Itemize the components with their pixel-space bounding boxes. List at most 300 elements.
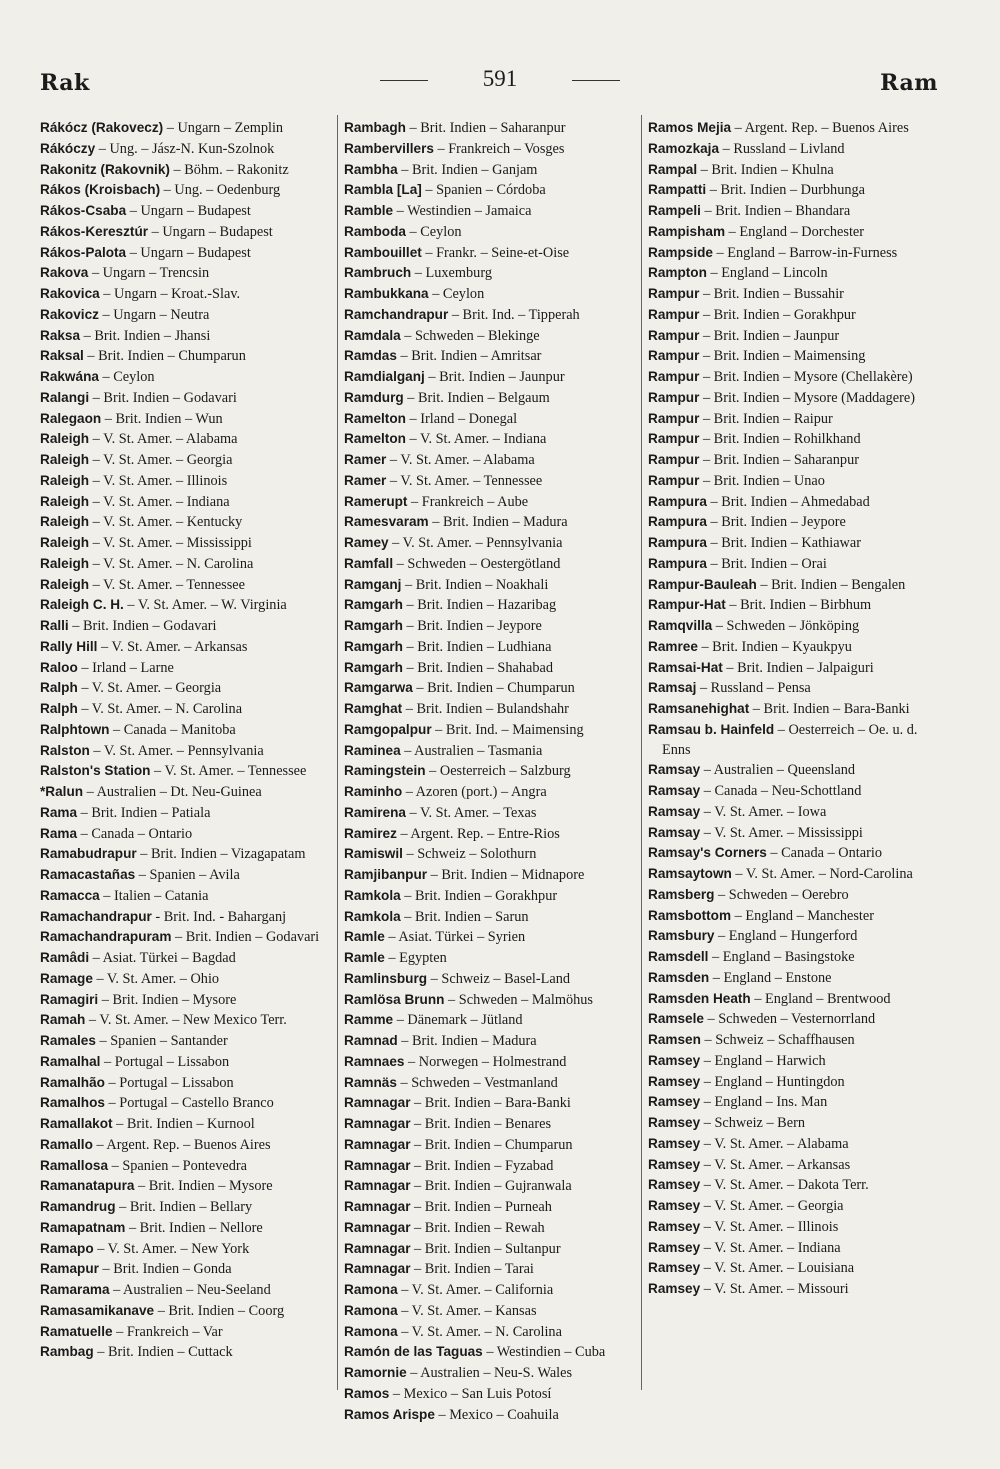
entry-headword: Raleigh (40, 555, 90, 571)
entry-location: – Spanien – Avila (135, 867, 240, 883)
entry-location: – V. St. Amer. – Missouri (700, 1281, 849, 1297)
gazetteer-entry (40, 948, 332, 969)
entry-location: – Schweden – Blekinge (400, 327, 540, 344)
entry-location: – Oesterreich – Salzburg (425, 763, 571, 780)
entry-location: – V. St. Amer. – Kansas (397, 1302, 537, 1319)
entry-headword: Ramsden Heath (648, 990, 751, 1006)
entry-headword: Ramghat (344, 701, 403, 716)
gazetteer-entry (40, 1280, 332, 1301)
gazetteer-entry (344, 1259, 636, 1280)
entry-location: – Brit. Indien – Ganjam (397, 161, 538, 178)
entry-headword: Raminho (344, 784, 403, 799)
gazetteer-entry (40, 471, 332, 492)
entry-headword: Ramapatnam (40, 1219, 126, 1235)
gazetteer-entry (40, 284, 332, 305)
gazetteer-entry (344, 637, 636, 658)
entry-headword: Ramâdi (40, 950, 90, 965)
entry-headword: Ramsele (648, 1011, 704, 1027)
entry-location: – Brit. Indien – Mysore (Chellakère) (699, 369, 913, 385)
entry-location: – Brit. Indien – Chumparun (412, 680, 575, 697)
entry-location: – V. St. Amer. – Georgia (89, 452, 233, 468)
entry-location: – Schweiz – Basel-Land (427, 970, 571, 987)
entry-location: – Russland – Livland (719, 140, 845, 157)
page-number: 591 (400, 66, 600, 92)
running-head-right: Ram (880, 70, 938, 96)
gazetteer-entry (344, 118, 636, 139)
entry-headword: Raleigh (40, 472, 90, 488)
entry-location: – Brit. Indien – Shahabad (402, 659, 554, 676)
entry-headword: Ramsaj (648, 680, 697, 696)
entry-location: – England – Manchester (731, 907, 875, 924)
entry-location: – V. St. Amer. – Georgia (77, 680, 222, 697)
gazetteer-entry (648, 1258, 940, 1279)
entry-location: – V. St. Amer. – W. Virginia (123, 597, 287, 614)
gazetteer-entry (648, 263, 940, 284)
entry-headword: Ramer (344, 452, 387, 467)
entry-headword: Rákos (Kroisbach) (40, 182, 161, 198)
gazetteer-entry (648, 595, 940, 616)
entry-location: – Brit. Indien – Madura (397, 1033, 537, 1049)
gazetteer-entry (344, 450, 636, 471)
gazetteer-entry (40, 761, 332, 782)
gazetteer-entry (40, 388, 332, 409)
entry-location: – Ungarn – Budapest (126, 203, 251, 219)
entry-headword: Ramdas (344, 348, 397, 364)
gazetteer-entry (40, 1135, 332, 1156)
gazetteer-entry (648, 1030, 940, 1051)
entry-headword: Rama (40, 825, 78, 841)
entry-headword: Ramsey (648, 1094, 701, 1110)
entry-location: – V. St. Amer. – Texas (405, 804, 537, 821)
entry-headword: Ramos Mejia (648, 120, 732, 135)
gazetteer-entry (648, 885, 940, 906)
gazetteer-entry (648, 926, 940, 947)
gazetteer-entry (344, 201, 636, 222)
entry-location: – England – Lincoln (706, 265, 828, 282)
gazetteer-entry (648, 1051, 940, 1072)
entry-headword: Ramnagar (344, 1116, 411, 1131)
gazetteer-entry (344, 865, 636, 886)
gazetteer-entry (344, 139, 636, 160)
entry-location: – Portugal – Lissabon (100, 1053, 230, 1070)
entry-location: – Brit. Indien – Bellary (115, 1199, 253, 1215)
gazetteer-entry (40, 409, 332, 430)
entry-location: – Brit. Indien – Kathiawar (706, 535, 861, 551)
gazetteer-entry (344, 554, 636, 575)
entry-location: – Brit. Indien – Saharanpur (699, 452, 859, 468)
entry-headword: Ramree (648, 638, 698, 654)
gazetteer-entry (344, 1384, 636, 1405)
entry-location: – Brit. Indien – Chumparun (83, 348, 246, 365)
entry-headword: Rampur (648, 410, 700, 426)
entry-location: – Brit. Indien – Wun (101, 410, 223, 427)
entry-location: – England – Hungerford (714, 928, 858, 945)
gazetteer-entry (40, 139, 332, 160)
gazetteer-entry (40, 907, 332, 928)
entry-headword: Raleigh (40, 535, 90, 550)
entry-headword: Ramfall (344, 555, 394, 571)
gazetteer-entry (344, 990, 636, 1011)
entry-headword: Ramsbottom (648, 907, 732, 923)
gazetteer-entry (40, 927, 332, 948)
gazetteer-entry (40, 1259, 332, 1280)
entry-headword: Ramnagar (344, 1136, 411, 1152)
entry-location: – Australien – Dt. Neu-Guinea (83, 784, 262, 800)
gazetteer-entry (648, 947, 940, 968)
gazetteer-entry (40, 1342, 332, 1363)
entry-location: – Brit. Indien – Ludhiana (402, 638, 552, 655)
gazetteer-entry (40, 429, 332, 450)
entry-location: – England – Brentwood (750, 990, 891, 1007)
entry-location: – Frankreich – Vosges (433, 140, 565, 157)
entry-location: – V. St. Amer. – Mississippi (700, 824, 863, 841)
gazetteer-entry (40, 720, 332, 741)
entry-location: – Brit. Indien – Mysore (134, 1178, 273, 1195)
gazetteer-entry (344, 1239, 636, 1260)
entry-location: – Brit. Indien – Midnapore (427, 867, 585, 883)
entry-headword: Ramallo (40, 1136, 93, 1152)
entry-headword: Ramsaytown (648, 866, 732, 881)
entry-location: – Frankreich – Var (112, 1323, 223, 1340)
entry-headword: Rampeli (648, 203, 701, 218)
gazetteer-entry (648, 1279, 940, 1300)
gazetteer-entry (344, 533, 636, 554)
entry-headword: Ramlösa Brunn (344, 991, 445, 1007)
entry-location: – V. St. Amer. – Pennsylvania (388, 535, 563, 551)
gazetteer-entry (648, 367, 940, 388)
entry-headword: Ramer (344, 472, 387, 488)
gazetteer-entry (40, 1301, 332, 1322)
entry-location: – Brit. Indien – Gonda (98, 1261, 232, 1278)
gazetteer-entry (648, 1092, 940, 1113)
gazetteer-entry (648, 843, 940, 864)
entry-headword: Ramozkaja (648, 140, 720, 156)
gazetteer-entry (40, 1156, 332, 1177)
entry-headword: Rampur (648, 389, 700, 405)
entry-headword: Ramkola (344, 887, 401, 903)
entry-location: – V. St. Amer. – N. Carolina (89, 555, 254, 572)
gazetteer-entry (40, 637, 332, 658)
gazetteer-entry (648, 284, 940, 305)
entry-location: – Ungarn – Budapest (148, 223, 273, 240)
entry-location: – Azoren (port.) – Angra (402, 784, 547, 800)
entry-location: – Brit. Indien – Ahmedabad (706, 493, 870, 510)
entry-headword: Ramsbury (648, 928, 715, 944)
entry-headword: Ramnäs (344, 1074, 397, 1090)
gazetteer-entry (344, 409, 636, 430)
gazetteer-entry (40, 595, 332, 616)
entry-headword: Ramsey (648, 1135, 701, 1151)
gazetteer-entry (648, 243, 940, 264)
gazetteer-entry (40, 243, 332, 264)
gazetteer-entry (344, 1342, 636, 1363)
entry-location: – Ungarn – Trencsin (88, 265, 210, 282)
entry-headword: Rambla [La] (344, 182, 422, 198)
gazetteer-entry (648, 1009, 940, 1030)
entry-headword: Ramacca (40, 887, 100, 903)
entry-location: – Brit. Indien – Patiala (77, 804, 211, 821)
entry-headword: Rambukkana (344, 286, 429, 301)
entry-headword: Rampura (648, 514, 707, 530)
entry-headword: Raminea (344, 742, 401, 758)
entry-location: – Brit. Indien – Khulna (697, 161, 834, 178)
gazetteer-entry (40, 346, 332, 367)
gazetteer-entry (648, 1217, 940, 1238)
gazetteer-entry (40, 844, 332, 865)
entry-headword: Ramnagar (344, 1157, 411, 1173)
entry-headword: Ramagiri (40, 991, 99, 1007)
gazetteer-entry (344, 575, 636, 596)
entry-location: – Ungarn – Kroat.-Slav. (99, 286, 241, 302)
gazetteer-entry (344, 948, 636, 969)
entry-location: – Brit. Indien – Vizagapatam (136, 846, 306, 863)
entry-headword: Ramsay (648, 803, 701, 819)
entry-headword: Rampura (648, 555, 707, 571)
entry-headword: Rampur (648, 452, 700, 467)
entry-location: – Australien – Queensland (700, 762, 856, 779)
column-divider (337, 115, 338, 1390)
entry-headword: Ramjibanpur (344, 867, 428, 882)
entry-location: – Brit. Indien – Godavari (89, 389, 237, 406)
entry-headword: Ramesvaram (344, 514, 429, 530)
entry-location: – Ungarn – Neutra (98, 306, 210, 323)
gazetteer-entry (648, 658, 940, 679)
entry-location: – Australien – Tasmania (400, 742, 543, 759)
entry-headword: Ramnagar (344, 1219, 411, 1235)
entry-headword: Rampura (648, 535, 707, 550)
entry-location: – Asiat. Türkei – Syrien (384, 929, 526, 946)
entry-headword: Ramganj (344, 576, 402, 592)
entry-headword: Ramiswil (344, 846, 403, 862)
entry-location: – V. St. Amer. – Indiana (700, 1239, 841, 1256)
entry-headword: Ramage (40, 970, 93, 986)
gazetteer-entry (648, 1113, 940, 1134)
entry-location: - Brit. Ind. - Baharganj (151, 908, 287, 925)
entry-headword: Ramsberg (648, 886, 715, 902)
entry-location: – Schweden – Malmöhus (444, 991, 593, 1008)
gazetteer-entry (648, 409, 940, 430)
entry-location: – Westindien – Cuba (482, 1344, 606, 1361)
entry-headword: Ramelton (344, 410, 406, 426)
entry-location: – Russland – Pensa (696, 680, 811, 697)
gazetteer-entry (344, 1218, 636, 1239)
entry-headword: Ramsey (648, 1073, 701, 1089)
gazetteer-entry (648, 989, 940, 1010)
gazetteer-entry (344, 1156, 636, 1177)
gazetteer-entry (648, 906, 940, 927)
entry-location: – V. St. Amer. – Alabama (89, 431, 238, 448)
entry-headword: Ramsai-Hat (648, 659, 723, 675)
entry-location: – England – Huntingdon (700, 1073, 845, 1090)
entry-headword: Ramingstein (344, 763, 426, 779)
gazetteer-entry (648, 326, 940, 347)
entry-headword: Ramgarh (344, 638, 403, 654)
gazetteer-entry (344, 741, 636, 762)
gazetteer-entry (344, 512, 636, 533)
entry-headword: Ramle (344, 929, 385, 945)
column-2 (344, 118, 636, 1423)
entry-location: – Brit. Indien – Coorg (154, 1302, 285, 1319)
entry-headword: Rampur (648, 306, 700, 322)
entry-location: – Ceylon (428, 286, 485, 302)
entry-headword: Ralangi (40, 389, 90, 405)
entry-location: – Brit. Indien – Benares (410, 1116, 552, 1132)
entry-headword: Ramapo (40, 1240, 94, 1256)
gazetteer-entry (344, 699, 636, 720)
entry-location: – Brit. Indien – Orai (706, 555, 827, 572)
entry-location: – Brit. Indien – Noakhali (401, 576, 549, 593)
gazetteer-entry (648, 450, 940, 471)
gazetteer-entry (648, 305, 940, 326)
entry-headword: Ramachandrapuram (40, 929, 172, 945)
entry-location: – Brit. Indien – Saharanpur (405, 120, 566, 136)
gazetteer-entry (40, 1052, 332, 1073)
gazetteer-entry (344, 1135, 636, 1156)
entry-location: – V. St. Amer. – Iowa (700, 803, 827, 820)
entry-location: – Schweiz – Schaffhausen (700, 1032, 855, 1048)
entry-location: – England – Basingstoke (708, 949, 855, 965)
entry-headword: Ramgarh (344, 659, 403, 675)
entry-location: – Dänemark – Jütland (393, 1012, 523, 1029)
entry-location: – V. St. Amer. – Georgia (700, 1198, 844, 1214)
gazetteer-entry (40, 803, 332, 824)
entry-location: – V. St. Amer. – Illinois (89, 472, 228, 489)
running-head-left: Rak (40, 70, 90, 96)
entry-location: – Brit. Indien – Maimensing (699, 348, 866, 365)
gazetteer-entry (40, 678, 332, 699)
gazetteer-entry (648, 699, 940, 720)
entry-headword: Ramandrug (40, 1199, 116, 1214)
entry-headword: Ramona (344, 1302, 398, 1318)
gazetteer-entry (648, 1196, 940, 1217)
entry-location: – England – Dorchester (725, 223, 865, 240)
gazetteer-entry (40, 512, 332, 533)
gazetteer-entry (344, 927, 636, 948)
entry-headword: Ramsey (648, 1156, 701, 1172)
entry-location: – Brit. Indien – Bara-Banki (749, 701, 910, 717)
entry-location: – Brit. Indien – Cuttack (93, 1344, 233, 1361)
entry-headword: Ramsdell (648, 949, 709, 964)
entry-location: – Brit. Indien – Bara-Banki (410, 1095, 571, 1112)
gazetteer-entry (648, 864, 940, 885)
gazetteer-entry (344, 367, 636, 388)
entry-headword: Ramnad (344, 1033, 398, 1048)
entry-headword: Ramona (344, 1282, 398, 1297)
entry-headword: Rampatti (648, 182, 707, 198)
entry-headword: Rambruch (344, 265, 412, 281)
gazetteer-entry (40, 1073, 332, 1094)
entry-headword: Ramales (40, 1033, 96, 1048)
entry-headword: Rampur (648, 327, 700, 343)
gazetteer-entry (344, 243, 636, 264)
entry-headword: Ramsey (648, 1052, 701, 1068)
entry-headword: Ramos (344, 1385, 390, 1401)
entry-headword: Ramnaes (344, 1053, 405, 1069)
gazetteer-entry (40, 367, 332, 388)
entry-headword: Ralphtown (40, 721, 110, 737)
entry-location: – V. St. Amer. – Ohio (92, 970, 220, 987)
gazetteer-entry (648, 1175, 940, 1196)
entry-headword: Rakovica (40, 286, 100, 301)
entry-location: – Brit. Indien – Chumparun (410, 1136, 573, 1153)
gazetteer-entry (40, 575, 332, 596)
entry-location: – Irland – Donegal (405, 410, 518, 427)
gazetteer-entry (40, 201, 332, 222)
entry-headword: Ramgopalpur (344, 721, 432, 737)
entry-headword: Ramme (344, 1012, 394, 1028)
gazetteer-entry (648, 575, 940, 596)
entry-headword: Raloo (40, 659, 78, 675)
entry-location: – Brit. Indien – Unao (699, 472, 825, 489)
gazetteer-entry (40, 1031, 332, 1052)
entry-headword: Ramle (344, 950, 385, 965)
entry-headword: Rampur-Hat (648, 597, 726, 613)
entry-location: – Brit. Ind. – Tipperah (448, 306, 580, 323)
entry-location: – Westindien – Jamaica (393, 203, 532, 219)
gazetteer-entry (40, 741, 332, 762)
column-1 (40, 118, 332, 1398)
gazetteer-entry (648, 720, 940, 761)
entry-location: – England – Harwich (700, 1052, 826, 1069)
entry-headword: Ramsay (648, 762, 701, 778)
entry-location: – England – Barrow-in-Furness (712, 244, 898, 261)
gazetteer-entry (40, 824, 332, 845)
entry-headword: Rama (40, 804, 78, 820)
entry-headword: Ralston's Station (40, 763, 151, 779)
entry-headword: Ramsay's Corners (648, 845, 767, 861)
entry-location: – Brit. Indien – Gorakhpur (400, 887, 558, 904)
entry-headword: Ramirena (344, 804, 406, 820)
entry-location: – Schweden – Oestergötland (393, 555, 561, 572)
gazetteer-entry (648, 760, 940, 781)
gazetteer-entry (40, 305, 332, 326)
entry-location: – Brit. Indien – Bengalen (756, 576, 906, 593)
gazetteer-entry (648, 139, 940, 160)
entry-location: – Brit. Indien – Rewah (410, 1219, 545, 1236)
entry-headword: Ramnagar (344, 1261, 411, 1277)
gazetteer-entry (648, 616, 940, 637)
entry-headword: Rampura (648, 493, 707, 509)
entry-location: – Portugal – Lissabon (104, 1074, 234, 1091)
entry-location: – Schweden – Oerebro (714, 886, 849, 903)
entry-headword: Ramdialganj (344, 369, 425, 384)
gazetteer-entry (344, 720, 636, 741)
gazetteer-entry (648, 429, 940, 450)
entry-headword: Rákócz (Rakovecz) (40, 120, 164, 135)
gazetteer-entry (648, 118, 940, 139)
entry-location: – Mexico – Coahuila (434, 1406, 559, 1423)
entry-location: – Ung. – Oedenburg (160, 182, 281, 199)
entry-headword: Ramgarh (344, 597, 403, 613)
entry-location: – Brit. Indien – Jaunpur (424, 369, 565, 385)
entry-headword: Ramalhal (40, 1053, 101, 1069)
entry-headword: Ramacastañas (40, 867, 136, 882)
entry-headword: Ramsen (648, 1032, 701, 1047)
entry-headword: Ralph (40, 701, 78, 716)
gazetteer-entry (40, 1322, 332, 1343)
entry-headword: Ramerupt (344, 493, 408, 509)
entry-headword: Ramsey (648, 1177, 701, 1193)
entry-location: – Ceylon (98, 369, 155, 385)
entry-location: – Brit. Indien – Gorakhpur (699, 306, 856, 323)
gazetteer-entry (344, 678, 636, 699)
gazetteer-entry (344, 1363, 636, 1384)
gazetteer-entry (40, 118, 332, 139)
entry-location: – Ung. – Jász-N. Kun-Szolnok (95, 140, 275, 157)
entry-location: – Schweiz – Solothurn (402, 846, 537, 863)
gazetteer-entry (40, 326, 332, 347)
entry-headword: Ramey (344, 535, 389, 550)
